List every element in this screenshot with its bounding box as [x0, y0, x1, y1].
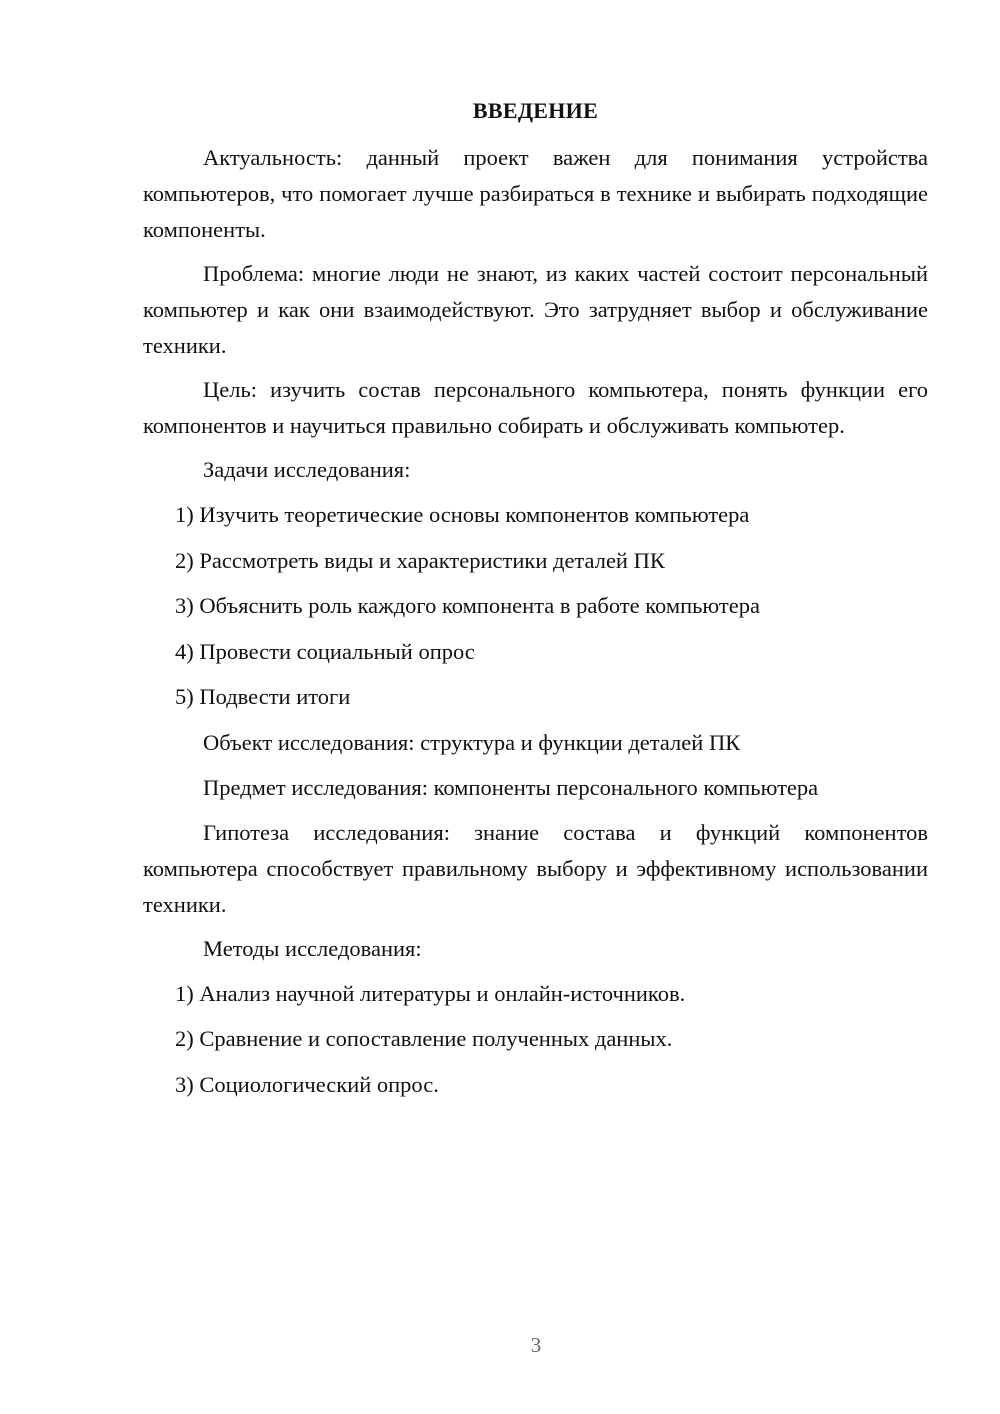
relevance-paragraph: Актуальность: данный проект важен для понимания устройства компьютеров, что помогает лучше разбираться в технике и выбирать подходящие компоненты.	[143, 145, 928, 242]
task-item: 1) Изучить теоретические основы компонентов компьютера	[175, 502, 750, 527]
tasks-list	[143, 497, 928, 715]
subject-line: Предмет исследования: компоненты персонального компьютера	[203, 774, 819, 800]
methods-list	[143, 976, 928, 1103]
tasks-heading: Задачи исследования:	[203, 457, 411, 482]
object-line: Объект исследования: структура и функции деталей ПК	[203, 729, 741, 755]
document-title: ВВЕДЕНИЕ	[472, 98, 599, 123]
document-page	[143, 96, 928, 1112]
task-item: 2) Рассмотреть виды и характеристики деталей ПК	[175, 547, 665, 573]
goal-paragraph: Цель: изучить состав персонального компьютера, понять функции его компонентов и научиться правильно собирать и обслуживать компьютер.	[143, 377, 928, 438]
methods-heading: Методы исследования:	[203, 935, 422, 961]
task-item: 3) Объяснить роль каждого компонента в работе компьютера	[175, 593, 760, 618]
method-item: 1) Анализ научной литературы и онлайн-источников.	[175, 980, 686, 1006]
task-item: 4) Провести социальный опрос	[175, 638, 475, 664]
task-item: 5) Подвести итоги	[175, 684, 351, 709]
problem-paragraph: Проблема: многие люди не знают, из каких частей состоит персональный компьютер и как они взаимодействуют. Это затрудняет выбор и обслуживание техники.	[143, 261, 928, 358]
hypothesis-paragraph: Гипотеза исследования: знание состава и функций компонентов компьютера способствует правильному выбору и эффективному использовании техники.	[143, 819, 928, 917]
method-item: 3) Социологический опрос.	[175, 1071, 439, 1097]
page-number: 3	[530, 1333, 542, 1357]
method-item: 2) Сравнение и сопоставление полученных данных.	[175, 1026, 673, 1051]
